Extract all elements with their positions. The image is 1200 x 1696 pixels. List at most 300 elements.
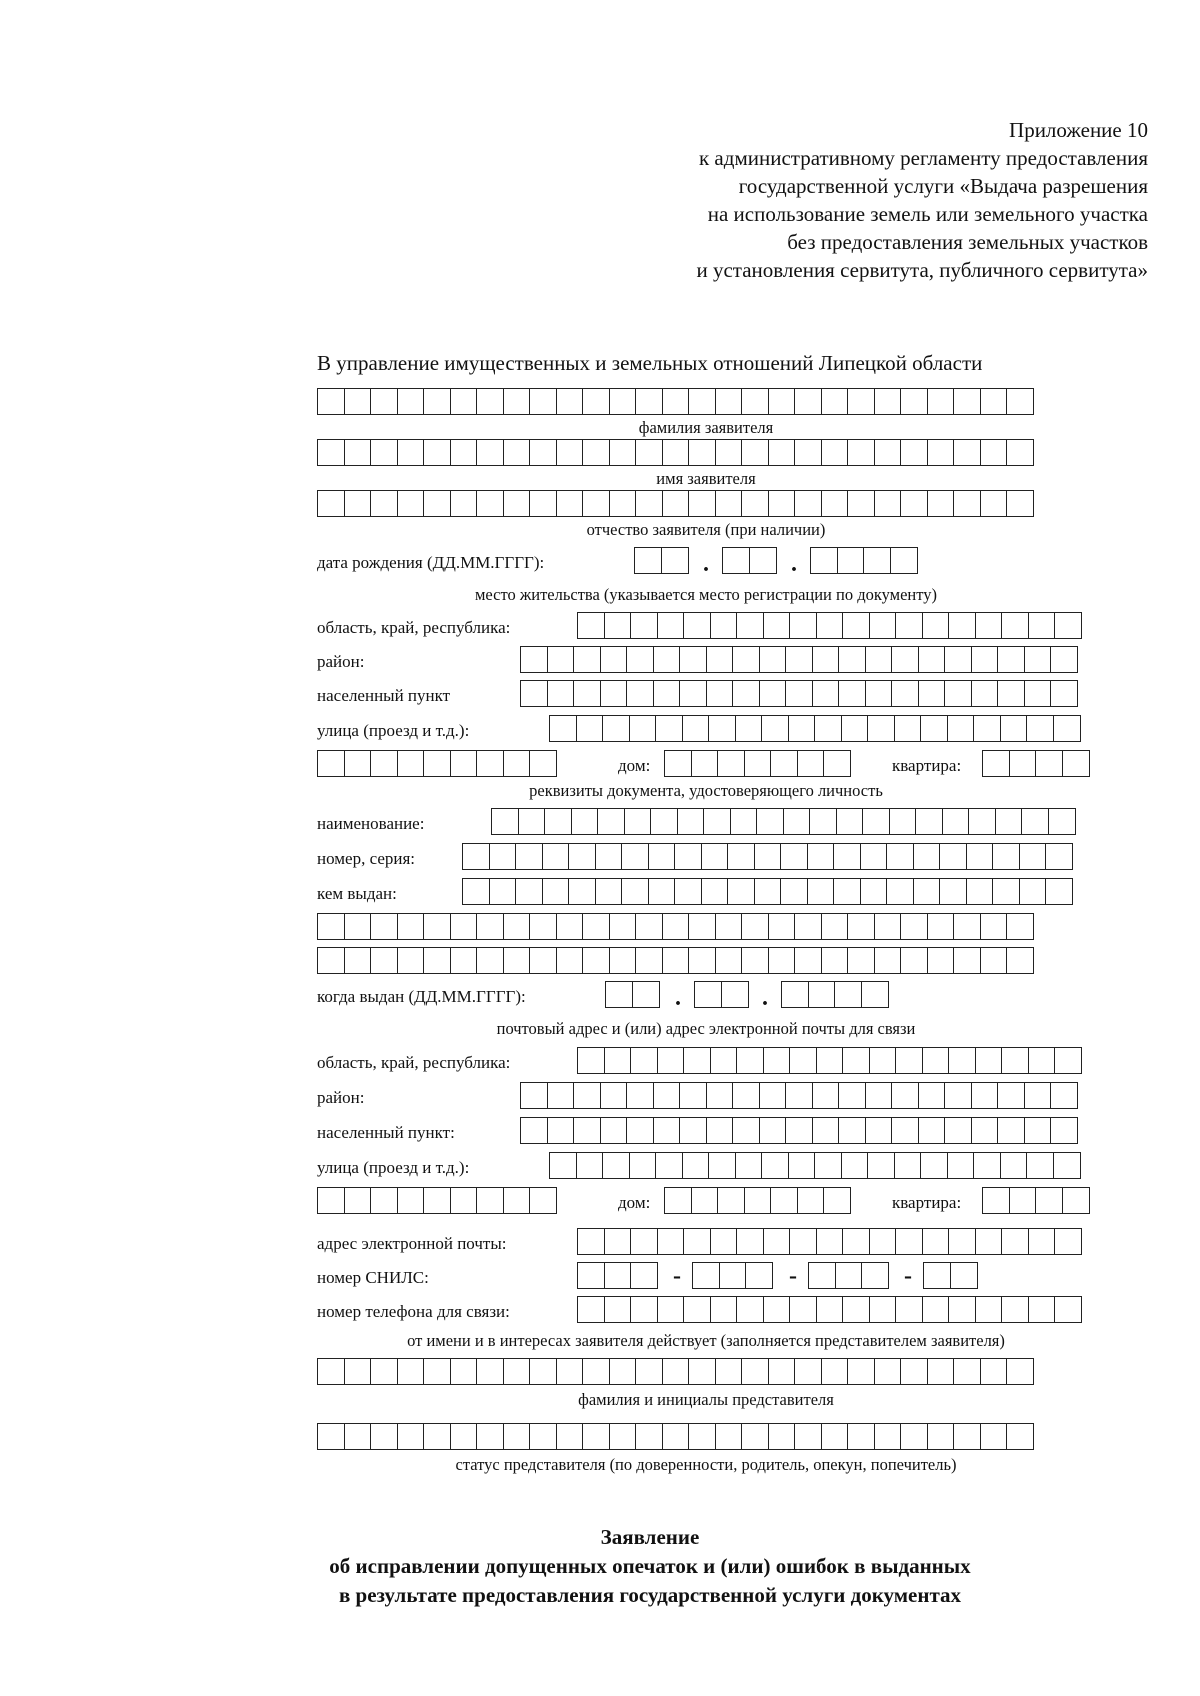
- char-cell[interactable]: [370, 1423, 398, 1450]
- char-cell[interactable]: [683, 1228, 711, 1255]
- char-cell[interactable]: [682, 715, 710, 742]
- char-cell[interactable]: [655, 1152, 683, 1179]
- char-cell[interactable]: [708, 715, 736, 742]
- birth-year-field[interactable]: [810, 547, 918, 574]
- char-cell[interactable]: [759, 680, 787, 707]
- char-cell[interactable]: [370, 1358, 398, 1385]
- char-cell[interactable]: [715, 388, 743, 415]
- patronymic-field[interactable]: [317, 490, 1034, 517]
- char-cell[interactable]: [679, 1117, 707, 1144]
- char-cell[interactable]: [1006, 1423, 1034, 1450]
- char-cell[interactable]: [971, 1117, 999, 1144]
- representative-status-field[interactable]: [317, 1423, 1034, 1450]
- postal-street-continuation-field[interactable]: [317, 1187, 557, 1214]
- char-cell[interactable]: [1001, 612, 1029, 639]
- char-cell[interactable]: [629, 715, 657, 742]
- char-cell[interactable]: [1006, 388, 1034, 415]
- char-cell[interactable]: [450, 490, 478, 517]
- char-cell[interactable]: [1024, 1117, 1052, 1144]
- representative-name-field[interactable]: [317, 1358, 1034, 1385]
- char-cell[interactable]: [770, 750, 798, 777]
- char-cell[interactable]: [626, 1082, 654, 1109]
- char-cell[interactable]: [624, 808, 652, 835]
- char-cell[interactable]: [397, 439, 425, 466]
- char-cell[interactable]: [719, 1262, 747, 1289]
- char-cell[interactable]: [794, 1358, 822, 1385]
- char-cell[interactable]: [948, 1296, 976, 1323]
- char-cell[interactable]: [662, 490, 690, 517]
- street-continuation-field[interactable]: [317, 750, 557, 777]
- char-cell[interactable]: [688, 1423, 716, 1450]
- char-cell[interactable]: [529, 947, 557, 974]
- char-cell[interactable]: [1048, 808, 1076, 835]
- char-cell[interactable]: [789, 1228, 817, 1255]
- char-cell[interactable]: [763, 612, 791, 639]
- char-cell[interactable]: [927, 490, 955, 517]
- char-cell[interactable]: [894, 1152, 922, 1179]
- char-cell[interactable]: [710, 1047, 738, 1074]
- char-cell[interactable]: [370, 388, 398, 415]
- char-cell[interactable]: [706, 1082, 734, 1109]
- char-cell[interactable]: [973, 715, 1001, 742]
- char-cell[interactable]: [503, 1358, 531, 1385]
- char-cell[interactable]: [609, 913, 637, 940]
- char-cell[interactable]: [518, 808, 546, 835]
- char-cell[interactable]: [576, 1152, 604, 1179]
- char-cell[interactable]: [662, 1358, 690, 1385]
- char-cell[interactable]: [1050, 646, 1078, 673]
- char-cell[interactable]: [604, 1296, 632, 1323]
- char-cell[interactable]: [759, 1117, 787, 1144]
- char-cell[interactable]: [812, 646, 840, 673]
- char-cell[interactable]: [891, 1117, 919, 1144]
- char-cell[interactable]: [816, 612, 844, 639]
- char-cell[interactable]: [595, 843, 623, 870]
- char-cell[interactable]: [515, 878, 543, 905]
- char-cell[interactable]: [833, 843, 861, 870]
- char-cell[interactable]: [980, 1423, 1008, 1450]
- char-cell[interactable]: [715, 913, 743, 940]
- char-cell[interactable]: [809, 808, 837, 835]
- char-cell[interactable]: [821, 1423, 849, 1450]
- char-cell[interactable]: [1024, 1082, 1052, 1109]
- char-cell[interactable]: [609, 1423, 637, 1450]
- char-cell[interactable]: [703, 808, 731, 835]
- char-cell[interactable]: [895, 1228, 923, 1255]
- char-cell[interactable]: [745, 1262, 773, 1289]
- char-cell[interactable]: [635, 1358, 663, 1385]
- char-cell[interactable]: [874, 913, 902, 940]
- char-cell[interactable]: [754, 843, 782, 870]
- char-cell[interactable]: [529, 1187, 557, 1214]
- char-cell[interactable]: [794, 947, 822, 974]
- char-cell[interactable]: [1000, 1152, 1028, 1179]
- char-cell[interactable]: [423, 388, 451, 415]
- char-cell[interactable]: [891, 646, 919, 673]
- char-cell[interactable]: [780, 878, 808, 905]
- char-cell[interactable]: [927, 947, 955, 974]
- char-cell[interactable]: [732, 1082, 760, 1109]
- char-cell[interactable]: [317, 1358, 345, 1385]
- char-cell[interactable]: [847, 490, 875, 517]
- char-cell[interactable]: [1054, 1047, 1082, 1074]
- char-cell[interactable]: [609, 947, 637, 974]
- char-cell[interactable]: [927, 388, 955, 415]
- char-cell[interactable]: [515, 843, 543, 870]
- char-cell[interactable]: [780, 843, 808, 870]
- char-cell[interactable]: [688, 439, 716, 466]
- char-cell[interactable]: [621, 843, 649, 870]
- char-cell[interactable]: [861, 981, 889, 1008]
- char-cell[interactable]: [635, 388, 663, 415]
- doc-name-field[interactable]: [491, 808, 1076, 835]
- char-cell[interactable]: [397, 1358, 425, 1385]
- char-cell[interactable]: [476, 750, 504, 777]
- char-cell[interactable]: [997, 680, 1025, 707]
- char-cell[interactable]: [688, 913, 716, 940]
- char-cell[interactable]: [835, 1262, 863, 1289]
- char-cell[interactable]: [812, 680, 840, 707]
- char-cell[interactable]: [847, 1423, 875, 1450]
- char-cell[interactable]: [874, 388, 902, 415]
- char-cell[interactable]: [634, 547, 662, 574]
- char-cell[interactable]: [953, 947, 981, 974]
- char-cell[interactable]: [648, 843, 676, 870]
- char-cell[interactable]: [1026, 715, 1054, 742]
- char-cell[interactable]: [677, 808, 705, 835]
- char-cell[interactable]: [529, 913, 557, 940]
- snils-part3-field[interactable]: [808, 1262, 889, 1289]
- char-cell[interactable]: [344, 490, 372, 517]
- postal-street-field[interactable]: [549, 1152, 1081, 1179]
- char-cell[interactable]: [691, 1187, 719, 1214]
- char-cell[interactable]: [397, 947, 425, 974]
- char-cell[interactable]: [841, 1152, 869, 1179]
- char-cell[interactable]: [922, 1228, 950, 1255]
- char-cell[interactable]: [657, 612, 685, 639]
- char-cell[interactable]: [953, 490, 981, 517]
- char-cell[interactable]: [869, 612, 897, 639]
- char-cell[interactable]: [450, 750, 478, 777]
- char-cell[interactable]: [953, 388, 981, 415]
- apartment-field[interactable]: [982, 750, 1090, 777]
- char-cell[interactable]: [597, 808, 625, 835]
- char-cell[interactable]: [626, 646, 654, 673]
- char-cell[interactable]: [688, 947, 716, 974]
- char-cell[interactable]: [942, 808, 970, 835]
- char-cell[interactable]: [821, 947, 849, 974]
- char-cell[interactable]: [816, 1296, 844, 1323]
- char-cell[interactable]: [694, 981, 722, 1008]
- char-cell[interactable]: [706, 646, 734, 673]
- char-cell[interactable]: [679, 646, 707, 673]
- char-cell[interactable]: [1062, 1187, 1090, 1214]
- name-field[interactable]: [317, 439, 1034, 466]
- char-cell[interactable]: [895, 1047, 923, 1074]
- char-cell[interactable]: [317, 388, 345, 415]
- char-cell[interactable]: [980, 490, 1008, 517]
- birth-month-field[interactable]: [722, 547, 777, 574]
- char-cell[interactable]: [573, 1117, 601, 1144]
- char-cell[interactable]: [462, 878, 490, 905]
- char-cell[interactable]: [556, 388, 584, 415]
- char-cell[interactable]: [922, 1296, 950, 1323]
- char-cell[interactable]: [781, 981, 809, 1008]
- char-cell[interactable]: [1045, 878, 1073, 905]
- char-cell[interactable]: [785, 1082, 813, 1109]
- char-cell[interactable]: [741, 439, 769, 466]
- char-cell[interactable]: [423, 1358, 451, 1385]
- char-cell[interactable]: [679, 680, 707, 707]
- char-cell[interactable]: [927, 913, 955, 940]
- char-cell[interactable]: [944, 646, 972, 673]
- char-cell[interactable]: [732, 646, 760, 673]
- char-cell[interactable]: [992, 843, 1020, 870]
- char-cell[interactable]: [982, 1187, 1010, 1214]
- char-cell[interactable]: [1001, 1047, 1029, 1074]
- char-cell[interactable]: [571, 808, 599, 835]
- surname-field[interactable]: [317, 388, 1034, 415]
- char-cell[interactable]: [582, 947, 610, 974]
- char-cell[interactable]: [842, 1047, 870, 1074]
- char-cell[interactable]: [918, 646, 946, 673]
- char-cell[interactable]: [807, 843, 835, 870]
- street-field[interactable]: [549, 715, 1081, 742]
- char-cell[interactable]: [1035, 750, 1063, 777]
- char-cell[interactable]: [370, 1187, 398, 1214]
- char-cell[interactable]: [476, 1423, 504, 1450]
- char-cell[interactable]: [865, 680, 893, 707]
- char-cell[interactable]: [582, 913, 610, 940]
- char-cell[interactable]: [476, 1187, 504, 1214]
- char-cell[interactable]: [794, 388, 822, 415]
- char-cell[interactable]: [838, 646, 866, 673]
- char-cell[interactable]: [582, 1358, 610, 1385]
- char-cell[interactable]: [1050, 1117, 1078, 1144]
- char-cell[interactable]: [344, 439, 372, 466]
- char-cell[interactable]: [900, 439, 928, 466]
- char-cell[interactable]: [683, 1047, 711, 1074]
- postal-house-field[interactable]: [664, 1187, 851, 1214]
- char-cell[interactable]: [648, 878, 676, 905]
- snils-part2-field[interactable]: [692, 1262, 773, 1289]
- char-cell[interactable]: [838, 1117, 866, 1144]
- char-cell[interactable]: [600, 646, 628, 673]
- char-cell[interactable]: [874, 490, 902, 517]
- char-cell[interactable]: [664, 750, 692, 777]
- char-cell[interactable]: [1001, 1296, 1029, 1323]
- char-cell[interactable]: [918, 680, 946, 707]
- char-cell[interactable]: [759, 1082, 787, 1109]
- char-cell[interactable]: [344, 913, 372, 940]
- char-cell[interactable]: [847, 1358, 875, 1385]
- char-cell[interactable]: [544, 808, 572, 835]
- char-cell[interactable]: [547, 680, 575, 707]
- char-cell[interactable]: [344, 750, 372, 777]
- char-cell[interactable]: [1053, 715, 1081, 742]
- char-cell[interactable]: [913, 878, 941, 905]
- char-cell[interactable]: [715, 439, 743, 466]
- char-cell[interactable]: [547, 1082, 575, 1109]
- char-cell[interactable]: [662, 439, 690, 466]
- char-cell[interactable]: [741, 1423, 769, 1450]
- char-cell[interactable]: [576, 715, 604, 742]
- house-field[interactable]: [664, 750, 851, 777]
- char-cell[interactable]: [397, 1423, 425, 1450]
- char-cell[interactable]: [794, 913, 822, 940]
- char-cell[interactable]: [630, 1047, 658, 1074]
- char-cell[interactable]: [797, 1187, 825, 1214]
- char-cell[interactable]: [842, 1228, 870, 1255]
- char-cell[interactable]: [556, 490, 584, 517]
- char-cell[interactable]: [582, 439, 610, 466]
- char-cell[interactable]: [520, 680, 548, 707]
- char-cell[interactable]: [317, 439, 345, 466]
- char-cell[interactable]: [808, 981, 836, 1008]
- char-cell[interactable]: [968, 808, 996, 835]
- issue-day-field[interactable]: [605, 981, 660, 1008]
- char-cell[interactable]: [789, 1047, 817, 1074]
- char-cell[interactable]: [973, 1152, 1001, 1179]
- char-cell[interactable]: [503, 1187, 531, 1214]
- char-cell[interactable]: [865, 1117, 893, 1144]
- char-cell[interactable]: [476, 439, 504, 466]
- char-cell[interactable]: [768, 913, 796, 940]
- char-cell[interactable]: [821, 490, 849, 517]
- char-cell[interactable]: [344, 947, 372, 974]
- char-cell[interactable]: [476, 490, 504, 517]
- char-cell[interactable]: [732, 680, 760, 707]
- char-cell[interactable]: [874, 1358, 902, 1385]
- char-cell[interactable]: [900, 1358, 928, 1385]
- char-cell[interactable]: [920, 1152, 948, 1179]
- char-cell[interactable]: [1028, 1296, 1056, 1323]
- char-cell[interactable]: [913, 843, 941, 870]
- char-cell[interactable]: [423, 947, 451, 974]
- char-cell[interactable]: [860, 878, 888, 905]
- char-cell[interactable]: [630, 1262, 658, 1289]
- char-cell[interactable]: [980, 947, 1008, 974]
- char-cell[interactable]: [865, 1082, 893, 1109]
- char-cell[interactable]: [397, 388, 425, 415]
- email-field[interactable]: [577, 1228, 1082, 1255]
- char-cell[interactable]: [682, 1152, 710, 1179]
- char-cell[interactable]: [863, 547, 891, 574]
- char-cell[interactable]: [980, 1358, 1008, 1385]
- char-cell[interactable]: [657, 1228, 685, 1255]
- snils-part1-field[interactable]: [577, 1262, 658, 1289]
- char-cell[interactable]: [838, 680, 866, 707]
- char-cell[interactable]: [688, 490, 716, 517]
- char-cell[interactable]: [662, 1423, 690, 1450]
- char-cell[interactable]: [874, 947, 902, 974]
- char-cell[interactable]: [1050, 1082, 1078, 1109]
- char-cell[interactable]: [630, 1296, 658, 1323]
- char-cell[interactable]: [763, 1047, 791, 1074]
- char-cell[interactable]: [821, 913, 849, 940]
- char-cell[interactable]: [657, 1296, 685, 1323]
- char-cell[interactable]: [1021, 808, 1049, 835]
- char-cell[interactable]: [927, 1358, 955, 1385]
- char-cell[interactable]: [816, 1228, 844, 1255]
- char-cell[interactable]: [918, 1117, 946, 1144]
- char-cell[interactable]: [947, 1152, 975, 1179]
- char-cell[interactable]: [653, 646, 681, 673]
- char-cell[interactable]: [900, 388, 928, 415]
- char-cell[interactable]: [732, 1117, 760, 1144]
- char-cell[interactable]: [992, 878, 1020, 905]
- char-cell[interactable]: [768, 1358, 796, 1385]
- char-cell[interactable]: [768, 947, 796, 974]
- char-cell[interactable]: [635, 1423, 663, 1450]
- char-cell[interactable]: [749, 547, 777, 574]
- char-cell[interactable]: [980, 439, 1008, 466]
- char-cell[interactable]: [650, 808, 678, 835]
- char-cell[interactable]: [788, 715, 816, 742]
- char-cell[interactable]: [629, 1152, 657, 1179]
- char-cell[interactable]: [920, 715, 948, 742]
- char-cell[interactable]: [869, 1296, 897, 1323]
- char-cell[interactable]: [842, 1296, 870, 1323]
- char-cell[interactable]: [1001, 1228, 1029, 1255]
- char-cell[interactable]: [520, 1117, 548, 1144]
- char-cell[interactable]: [1009, 750, 1037, 777]
- char-cell[interactable]: [895, 612, 923, 639]
- char-cell[interactable]: [604, 1228, 632, 1255]
- char-cell[interactable]: [922, 1047, 950, 1074]
- char-cell[interactable]: [939, 843, 967, 870]
- issued-by-field[interactable]: [462, 878, 1073, 905]
- char-cell[interactable]: [838, 1082, 866, 1109]
- issue-month-field[interactable]: [694, 981, 749, 1008]
- char-cell[interactable]: [489, 878, 517, 905]
- char-cell[interactable]: [1006, 913, 1034, 940]
- char-cell[interactable]: [823, 750, 851, 777]
- char-cell[interactable]: [886, 878, 914, 905]
- char-cell[interactable]: [450, 439, 478, 466]
- char-cell[interactable]: [595, 878, 623, 905]
- char-cell[interactable]: [423, 439, 451, 466]
- char-cell[interactable]: [1019, 878, 1047, 905]
- char-cell[interactable]: [630, 1228, 658, 1255]
- char-cell[interactable]: [653, 1117, 681, 1144]
- char-cell[interactable]: [706, 680, 734, 707]
- char-cell[interactable]: [344, 388, 372, 415]
- char-cell[interactable]: [632, 981, 660, 1008]
- char-cell[interactable]: [397, 490, 425, 517]
- char-cell[interactable]: [529, 388, 557, 415]
- char-cell[interactable]: [573, 646, 601, 673]
- char-cell[interactable]: [344, 1358, 372, 1385]
- char-cell[interactable]: [867, 1152, 895, 1179]
- char-cell[interactable]: [542, 878, 570, 905]
- char-cell[interactable]: [661, 547, 689, 574]
- char-cell[interactable]: [317, 490, 345, 517]
- char-cell[interactable]: [1024, 646, 1052, 673]
- char-cell[interactable]: [927, 439, 955, 466]
- char-cell[interactable]: [573, 1082, 601, 1109]
- char-cell[interactable]: [344, 1187, 372, 1214]
- char-cell[interactable]: [862, 808, 890, 835]
- postal-district-field[interactable]: [520, 1082, 1078, 1109]
- char-cell[interactable]: [889, 808, 917, 835]
- issued-by-continuation-field[interactable]: [317, 913, 1034, 940]
- char-cell[interactable]: [741, 1358, 769, 1385]
- char-cell[interactable]: [971, 680, 999, 707]
- char-cell[interactable]: [1028, 1047, 1056, 1074]
- char-cell[interactable]: [529, 1358, 557, 1385]
- char-cell[interactable]: [635, 913, 663, 940]
